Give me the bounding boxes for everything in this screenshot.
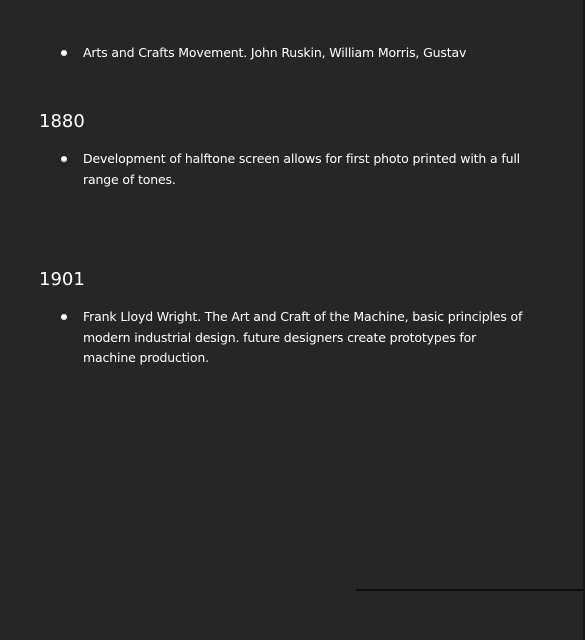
bullet-icon [61,314,67,320]
year-heading-1901: 1901 [39,269,85,290]
bullet-text: Frank Lloyd Wright. The Art and Craft of the Machine, basic principles of modern industrial design. future designers create prototypes for machine production. [83,309,523,365]
year-heading-1880: 1880 [39,111,85,132]
bullet-text: Arts and Crafts Movement. John Ruskin, William Morris, Gustav [83,45,467,60]
bullet-icon [61,156,67,162]
bullet-icon [61,50,67,56]
footer-rule [356,589,585,591]
bullet-text: Development of halftone screen allows for first photo printed with a full range of tones. [83,151,521,187]
